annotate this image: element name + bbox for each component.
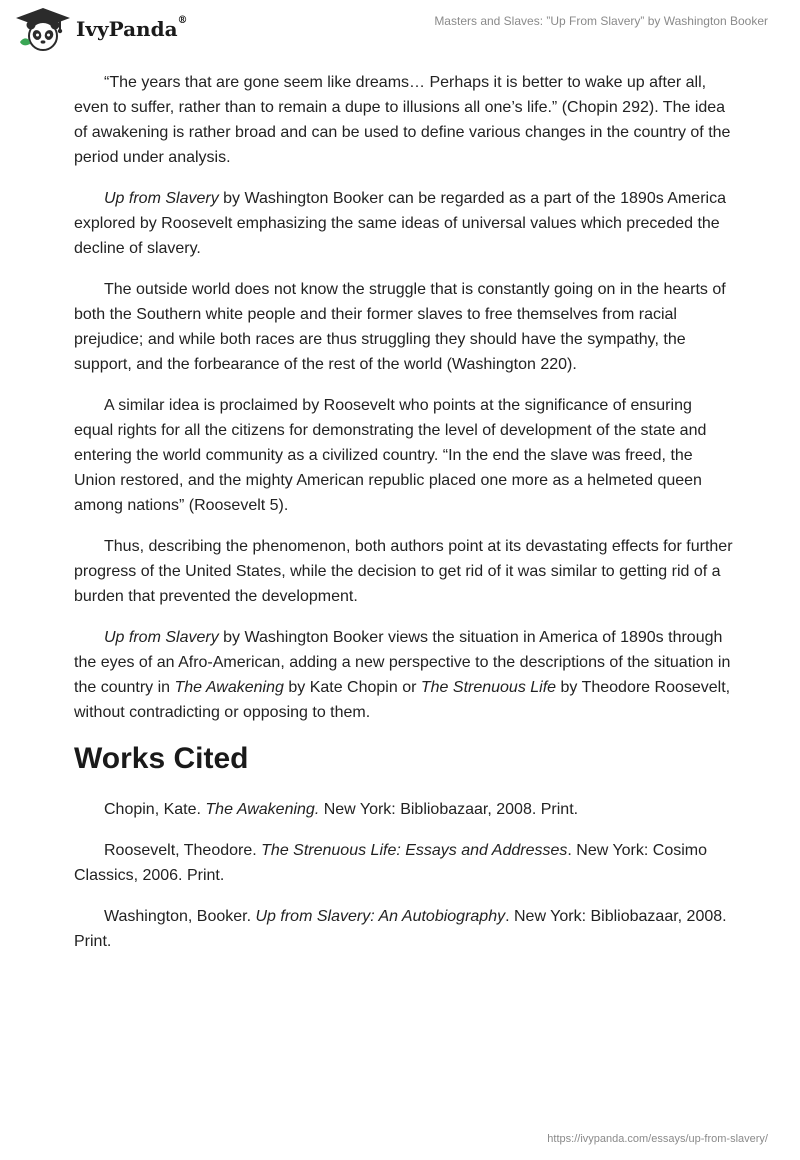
citation-entry: Chopin, Kate. The Awakening. New York: Bibliobazaar, 2008. Print. xyxy=(104,801,579,818)
citation-entry: Washington, Booker. Up from Slavery: An Autobiography. New York: Bibliobazaar, 2008. Print. xyxy=(74,908,727,950)
block-quote: The outside world does not know the struggle that is constantly going on in the hearts of both the Southern white people and their former slaves to free themselves from racial prejudice; and while both races are thus struggling they should have the sympathy, the support, and the forbearance of the rest of the world (Washington 220). xyxy=(74,281,726,373)
brand-logo[interactable] xyxy=(14,6,188,52)
body-paragraph: Up from Slavery by Washington Booker can be regarded as a part of the 1890s America explored by Roosevelt emphasizing the same ideas of universal values which preceded the decline of slavery. xyxy=(74,190,726,257)
source-url-link[interactable]: https://ivypanda.com/essays/up-from-slavery/ xyxy=(547,1133,768,1145)
document-title: Masters and Slaves: ”Up From Slavery” by Washington Booker xyxy=(434,14,768,28)
works-cited-heading: Works Cited xyxy=(74,742,249,775)
page-header xyxy=(0,0,800,60)
panda-graduate-icon xyxy=(14,6,72,52)
brand-name: IvyPanda® xyxy=(76,15,188,41)
body-paragraph: A similar idea is proclaimed by Roosevelt who points at the significance of ensuring equal rights for all the citizens for demonstrating the level of development of the state and entering the world community as a civilized country. “In the end the slave was freed, the Union restored, and the mighty American republic placed one more as a helmeted queen among nations” (Roosevelt 5). xyxy=(74,397,707,514)
citation-entry: Roosevelt, Theodore. The Strenuous Life: Essays and Addresses. New York: Cosimo Classics, 2006. Print. xyxy=(74,842,707,884)
essay-body xyxy=(74,70,734,970)
body-paragraph: Thus, describing the phenomenon, both authors point at its devastating effects for further progress of the United States, while the decision to get rid of it was similar to getting rid of a burden that prevented the development. xyxy=(74,538,733,605)
body-paragraph: “The years that are gone seem like dreams… Perhaps it is better to wake up after all, even to suffer, rather than to remain a dupe to illusions all one’s life.” (Chopin 292). The idea of awakening is rather broad and can be used to define various changes in the country of the period under analysis. xyxy=(74,74,731,166)
body-paragraph: Up from Slavery by Washington Booker views the situation in America of 1890s through the eyes of an Afro-American, adding a new perspective to the descriptions of the situation in the country in The Awakening by Kate Chopin or The Strenuous Life by Theodore Roosevelt, without contradicting or opposing to them. xyxy=(74,629,731,721)
